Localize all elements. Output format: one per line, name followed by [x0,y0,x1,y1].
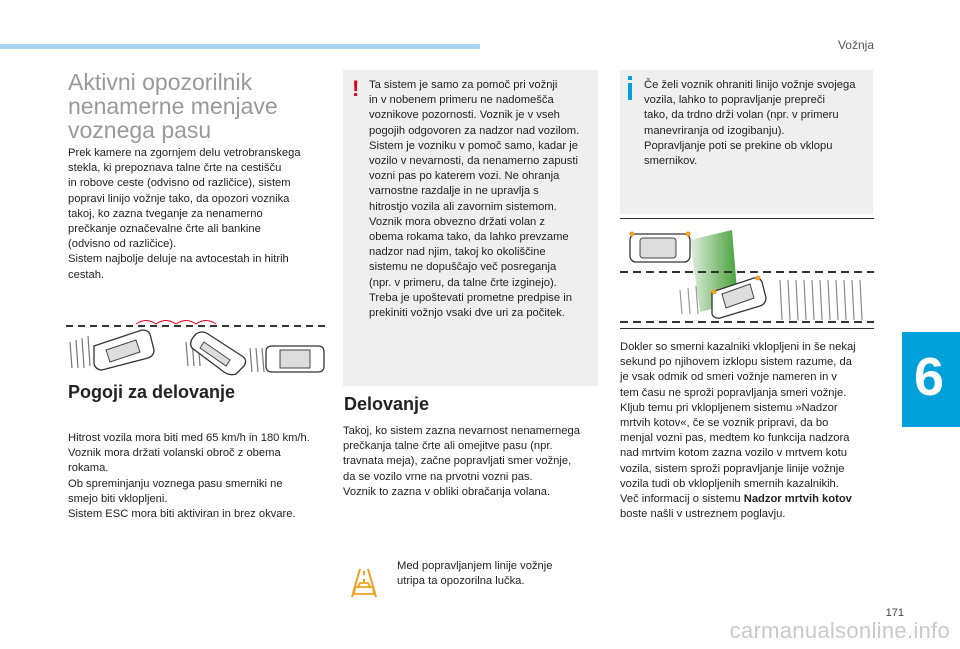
section-heading-pogoji: Pogoji za delovanje [68,382,236,402]
car-before [94,330,154,370]
pogoji-paragraph: Hitrost vozila mora biti med 65 km/h in 180 km/h. Voznik mora držati volanski obroč z obema rokama. Ob spreminjanju voznega pasu smerniki ne smejo biti vklopljeni. Sistem ESC mora biti aktiviran in brez okvare. [68,432,310,521]
delovanje-paragraph: Takoj, ko sistem zazna nevarnost nenamernega prečkanja talne črte ali omejitve pasu (npr. travnata meja), začne popravljati smer vožnje, da se vozilo vrne na prvotni vozni pas. Voznik to zazna v obliki obračanja volana. [343,425,580,498]
divider-top [620,218,874,219]
body-text-bold: Nadzor mrtvih kotov [743,493,852,506]
divider-bottom [620,328,874,329]
info-text: Če želi voznik ohraniti linijo vožnje svojega vozila, lahko to popravljanje prepreči tako, da trdno drži volan (npr. v primeru manevriranja od izogibanju). Popravljanje poti se prekine ob vklopu smernikov. [644,79,856,168]
page-number: 171 [885,607,904,619]
section-name: Vožnja [837,38,874,52]
warning-box [343,70,598,386]
chapter-number: 6 [914,347,945,407]
lamp-description: Med popravljanjem linije vožnje utripa ta opozorilna lučka. [397,560,553,588]
lane-departure-illustration [66,312,328,376]
intro-paragraph: Prek kamere na zgornjem delu vetrobranskega stekla, ki prepoznava talne črte na cestišču in robove ceste (odvisno od različice), sistem popravi linijo vožnje tako, da opozori voznika takoj, ko zazna tveganje za nenamerno prečkanje označevalne črte ali bankine (odvisno od različice). Sistem najbolje deluje na avtocestah in hitrih cestah. [68,147,301,281]
body-text-part-end: boste našli v ustreznem poglavju. [620,508,786,521]
watermark: carmanualsonline.info [729,618,950,643]
chapter-tab [902,332,960,427]
warning-exclamation-icon: ! [352,76,360,101]
car-corrected [266,346,324,372]
car-blind-spot [630,232,691,263]
warning-text: Ta sistem je samo za pomoč pri vožnji in v nobenem primeru ne nadomešča voznikove pozornosti. Voznik je v vseh pogojih odgovoren za nadzor nad vozilom. Sistem je vozniku v pomoč samo, kadar je vozilo v nevarnosti, da nenamerno zapusti vozni pas po katerem vozi. Ne ohranja varnostne razdalje in ne upravlja s hitrostjo vozila ali zavornim sistemom. Voznik mora obvezno držati volan z obema rokama tako, da lahko prevzame nadzor nad njim, takoj ko okoliščine sistemu ne dopuščajo več posreganja (npr. v primeru, da talne črte izginejo). Treba je upoštevati prometne predpise in prekiniti vožnjo vsaki dve uri za počitek. [369,79,580,320]
section-heading-delovanje: Delovanje [344,394,430,414]
car-after [191,332,246,375]
header-accent-bar [0,44,480,49]
blind-spot-illustration [620,222,874,324]
info-icon [628,76,632,100]
info-box [620,70,873,214]
page-title: Aktivni opozorilnik nenamerne menjave voznega pasu [68,69,278,143]
lane-warning-lamp-icon [346,563,382,599]
body-text-part: Dokler so smerni kazalniki vklopljeni in še nekaj sekund po njihovem izklopu sistem razume, da je vsak odmik od smeri vožnje nameren in v tem času ne sproži popravljanja smeri vožnje. Kljub temu pri vklopljenem sistemu »Nadzor mrtvih kotov«, če se voznik pripravi, da bo menjal vozni pas, medtem ko funkcija nadzora nad mrtvim kotom zazna vozilo v mrtvem kotu vozila, sistem sproži popravljanje linije vožnje vozila tudi ob vklopljenih smernih kazalnikih. Več informacij o sistemu [620,341,856,506]
blind-spot-paragraph [620,340,875,522]
